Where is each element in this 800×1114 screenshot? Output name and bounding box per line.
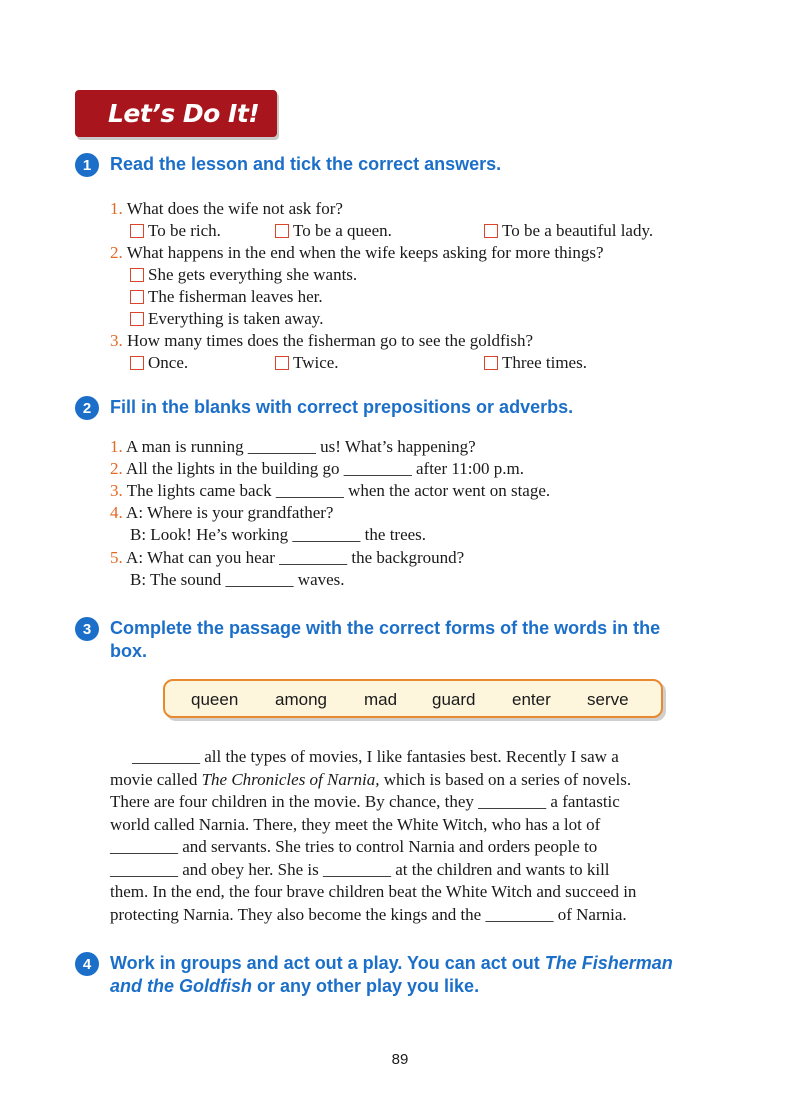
- word-guard: guard: [432, 690, 476, 709]
- word-mad: mad: [364, 690, 398, 709]
- page-number: 89: [391, 1051, 409, 1068]
- item-text: A: Where is your grandfather?: [122, 503, 334, 522]
- checkbox[interactable]: [484, 224, 498, 238]
- passage-text: which is based on a series of novels.: [379, 769, 632, 789]
- item-number: 1.: [110, 437, 123, 456]
- option-1-2-c[interactable]: [130, 308, 323, 330]
- option-1-3-a[interactable]: [130, 352, 188, 374]
- title-text: or any other play you like.: [252, 976, 480, 996]
- section-3-title: [110, 617, 710, 663]
- passage-line-6: ________ and obey her. She is ________ at the children and wants to kill: [110, 859, 610, 879]
- option-label: Once.: [148, 353, 189, 372]
- item-text: The lights came back ________ when the actor went on stage.: [122, 481, 551, 500]
- word-among: among: [275, 690, 327, 709]
- item-number: 4.: [110, 503, 123, 522]
- checkbox[interactable]: [130, 268, 144, 282]
- option-1-1-a[interactable]: [130, 220, 221, 242]
- section-1-heading: [75, 153, 710, 177]
- section-number-3: 3: [75, 617, 99, 641]
- item-text: All the lights in the building go ________ after 11:00 p.m.: [122, 459, 524, 478]
- option-1-1-b[interactable]: [275, 220, 392, 242]
- question-text: What does the wife not ask for?: [122, 199, 343, 218]
- item-number: 2.: [110, 459, 123, 478]
- checkbox[interactable]: [484, 356, 498, 370]
- title-line-1: Complete the passage with the correct forms of the words in the: [110, 618, 661, 638]
- word-box: [163, 679, 663, 718]
- section-2-heading: [75, 396, 710, 420]
- section-number-2: 2: [75, 396, 99, 420]
- word-enter: enter: [512, 690, 551, 709]
- lets-do-it-banner: [75, 90, 277, 137]
- blank-item-5: [110, 547, 464, 569]
- title-text: Work in groups and act out a play. You can act out: [110, 953, 545, 973]
- passage-line-7: them. In the end, the four brave children beat the White Witch and succeed in: [110, 882, 637, 901]
- blank-item-5-b: B: The sound ________ waves.: [130, 570, 345, 589]
- checkbox[interactable]: [130, 356, 144, 370]
- section-3-heading: [75, 617, 710, 663]
- option-1-2-a[interactable]: [130, 264, 357, 286]
- option-label: To be rich.: [148, 221, 221, 240]
- play-title: The Fisherman: [544, 953, 673, 973]
- play-title: and the Goldfish: [110, 976, 252, 996]
- section-number-4: 4: [75, 952, 99, 976]
- blank-item-4: [110, 502, 333, 524]
- banner-title: Let’s Do It!: [108, 99, 260, 128]
- word-queen: queen: [191, 690, 239, 709]
- passage-text: movie called: [110, 769, 202, 789]
- movie-title: The Chronicles of Narnia,: [201, 769, 380, 789]
- blank-item-2: [110, 458, 524, 480]
- question-text: How many times does the fisherman go to see the goldfish?: [122, 331, 534, 350]
- blank-item-4-b: B: Look! He’s working ________ the trees.: [130, 525, 427, 544]
- option-1-3-b[interactable]: [275, 352, 339, 374]
- option-label: She gets everything she wants.: [148, 265, 358, 284]
- passage-line-2: [110, 769, 720, 792]
- passage-line-8: protecting Narnia. They also become the kings and the ________ of Narnia.: [110, 904, 627, 924]
- title-line-2: box.: [110, 641, 148, 661]
- checkbox[interactable]: [130, 224, 144, 238]
- item-number: 3.: [110, 481, 123, 500]
- passage: [110, 746, 720, 926]
- checkbox[interactable]: [130, 290, 144, 304]
- passage-line-4: world called Narnia. There, they meet the White Witch, who has a lot of: [110, 814, 601, 834]
- section-number-1: 1: [75, 153, 99, 177]
- checkbox[interactable]: [275, 356, 289, 370]
- item-text: A: What can you hear ________ the background?: [122, 548, 465, 567]
- passage-line-1: ________ all the types of movies, I like fantasies best. Recently I saw a: [132, 747, 619, 766]
- item-text: A man is running ________ us! What’s happening?: [122, 437, 476, 456]
- section-4-heading: [75, 952, 710, 998]
- section-4-title: [110, 952, 710, 998]
- passage-line-3: There are four children in the movie. By chance, they ________ a fantastic: [110, 792, 620, 811]
- question-1-3: [110, 330, 533, 352]
- blank-item-3: [110, 480, 550, 502]
- question-number: 2.: [110, 243, 123, 262]
- item-number: 5.: [110, 548, 123, 567]
- option-label: Everything is taken away.: [148, 309, 324, 328]
- passage-line-5: ________ and servants. She tries to control Narnia and orders people to: [110, 837, 598, 856]
- section-2-title: Fill in the blanks with correct prepositions or adverbs.: [110, 397, 574, 417]
- blank-item-1: [110, 436, 476, 458]
- option-label: To be a queen.: [293, 221, 392, 240]
- option-label: The fisherman leaves her.: [148, 287, 323, 306]
- option-label: Twice.: [293, 353, 339, 372]
- option-label: Three times.: [502, 353, 587, 372]
- question-number: 1.: [110, 199, 123, 218]
- checkbox[interactable]: [130, 312, 144, 326]
- question-number: 3.: [110, 331, 123, 350]
- option-1-1-c[interactable]: [484, 220, 653, 242]
- option-label: To be a beautiful lady.: [502, 221, 654, 240]
- question-1-1: [110, 198, 343, 220]
- question-text: What happens in the end when the wife keeps asking for more things?: [122, 243, 604, 262]
- question-1-2: [110, 242, 604, 264]
- section-1-title: Read the lesson and tick the correct answers.: [110, 154, 502, 174]
- option-1-2-b[interactable]: [130, 286, 323, 308]
- word-serve: serve: [587, 690, 629, 709]
- checkbox[interactable]: [275, 224, 289, 238]
- option-1-3-c[interactable]: [484, 352, 587, 374]
